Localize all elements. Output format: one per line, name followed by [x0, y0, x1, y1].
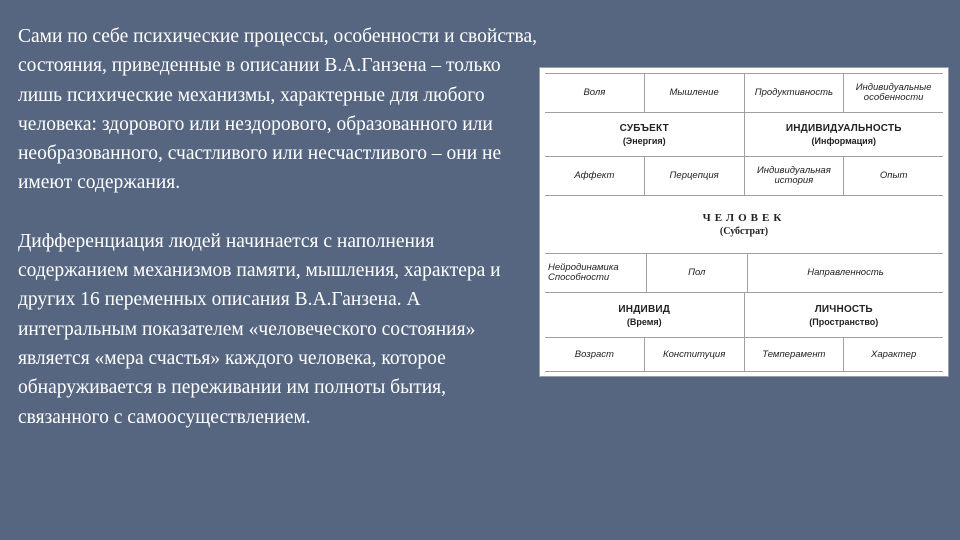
cell-thinking: Мышление — [645, 74, 745, 112]
block-human — [545, 196, 943, 253]
cell-character: Характер — [870, 348, 917, 360]
scheme-row-subject — [545, 112, 943, 157]
cell-neurodynamics: Нейродинамика Способности — [545, 254, 647, 292]
block-personality — [745, 293, 944, 337]
cell-experience: Опыт — [879, 170, 908, 181]
paragraph-differentiation: Дифференциация людей начинается с наполнения содержанием механизмов памяти, мышления, характера и других 16 переменных описания В.А.Ганзена. А интегральным показателем «человеческого состояния» является «мера счастья» каждого человека, которое обнаруживается в переживании им полноты бытия, связанного с самоосуществлением. — [18, 230, 501, 428]
cell-productivity: Продуктивность — [745, 74, 845, 112]
scheme-row-traits — [545, 338, 943, 372]
cell-will: Воля — [545, 74, 645, 112]
subject-subtitle: (Энергия) — [622, 135, 666, 146]
main-text — [18, 22, 538, 432]
human-subtitle: (Субстрат) — [719, 226, 769, 237]
block-subject — [545, 112, 745, 156]
personality-title: ЛИЧНОСТЬ — [814, 303, 873, 315]
individuality-title: ИНДИВИДУАЛЬНОСТЬ — [785, 122, 902, 134]
individ-subtitle: (Время) — [626, 316, 662, 327]
block-individuality — [745, 112, 944, 156]
human-title: ЧЕЛОВЕК — [702, 212, 786, 224]
ganzen-scheme — [539, 67, 949, 377]
scheme-row-individ — [545, 293, 943, 338]
cell-age: Возраст — [545, 338, 645, 371]
scheme-row-processes — [545, 73, 943, 113]
paragraph-mechanisms: Сами по себе психические процессы, особенности и свойства, состояния, приведенные в описании В.А.Ганзена – только лишь психические механизмы, характерные для любого человека: здорового или нездорового, образованного или необразованного, счастливого или несчастливого – они не имеют содержания. — [18, 26, 537, 194]
scheme-row-properties — [545, 254, 943, 293]
cell-individual-features: Индивидуальные особенности — [855, 82, 932, 103]
cell-temperament: Темперамент — [745, 338, 845, 371]
cell-individual-history: Индивидуальная история — [745, 157, 845, 195]
cell-perception: Перцепция — [645, 157, 745, 195]
block-individ — [545, 293, 745, 337]
individ-title: ИНДИВИД — [618, 303, 671, 315]
cell-orientation: Направленность — [807, 267, 884, 278]
personality-subtitle: (Пространство) — [809, 316, 879, 327]
cell-sex: Пол — [647, 254, 749, 292]
cell-affect: Аффект — [545, 157, 645, 195]
cell-constitution: Конституция — [645, 338, 745, 371]
individuality-subtitle: (Информация) — [811, 135, 876, 146]
scheme-row-states — [545, 157, 943, 196]
scheme-row-human — [545, 196, 943, 254]
subject-title: СУБЪЕКТ — [619, 122, 669, 134]
